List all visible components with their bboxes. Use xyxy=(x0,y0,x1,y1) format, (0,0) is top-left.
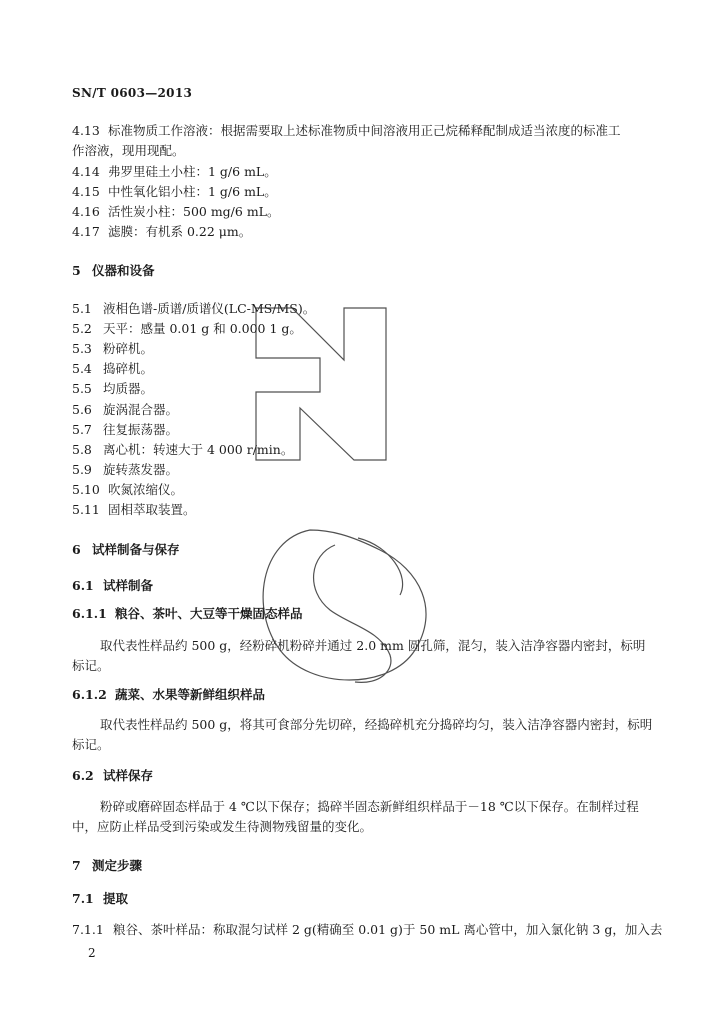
item-text: 粮谷、茶叶样品：称取混匀试样 2 g(精确至 0.01 g)于 50 mL 离心管中，加入氯化钠 3 g，加入去 xyxy=(113,922,663,937)
section-number: 6 xyxy=(72,542,81,557)
paragraph-line: 标记。 xyxy=(72,658,110,673)
paragraph-line: 取代表性样品约 500 g，经粉碎机粉碎并通过 2.0 mm 圆孔筛，混匀，装入洁净容器内密封，标明 xyxy=(100,638,646,653)
subsection-heading: 蔬菜、水果等新鲜组织样品 xyxy=(115,687,266,702)
item-number: 7.1.1 xyxy=(72,922,104,937)
item-text: 离心机：转速大于 4 000 r/min。 xyxy=(103,442,294,457)
item-number: 5.9 xyxy=(72,462,92,477)
item-text: 活性炭小柱：500 mg/6 mL。 xyxy=(108,204,280,219)
item-text: 粉碎机。 xyxy=(103,341,154,356)
section-number: 7 xyxy=(72,858,81,873)
subsection-heading: 粮谷、茶叶、大豆等干燥固态样品 xyxy=(115,606,303,621)
item-number: 5.3 xyxy=(72,341,92,356)
item-text: 旋涡混合器。 xyxy=(103,402,179,417)
subsection-number: 6.2 xyxy=(72,768,94,783)
page-number: 2 xyxy=(88,946,96,960)
item-number: 5.4 xyxy=(72,361,92,376)
item-text: 液相色谱-质谱/质谱仪(LC-MS/MS)。 xyxy=(103,301,316,316)
item-number: 5.5 xyxy=(72,381,92,396)
section-number: 5 xyxy=(72,263,81,278)
item-number: 5.7 xyxy=(72,422,92,437)
subsection-number: 6.1 xyxy=(72,578,94,593)
subsection-number: 6.1.2 xyxy=(72,687,107,702)
paragraph-line: 标记。 xyxy=(72,737,110,752)
subsection-heading: 提取 xyxy=(103,891,129,906)
item-number: 4.17 xyxy=(72,224,100,239)
item-number: 5.1 xyxy=(72,301,92,316)
section-heading: 仪器和设备 xyxy=(92,263,155,278)
item-number: 4.14 xyxy=(72,164,100,179)
subsection-heading: 试样保存 xyxy=(103,768,154,783)
item-number: 5.6 xyxy=(72,402,92,417)
subsection-heading: 试样制备 xyxy=(103,578,154,593)
paragraph-line: 中，应防止样品受到污染或发生待测物残留量的变化。 xyxy=(72,819,373,834)
item-text: 吹氮浓缩仪。 xyxy=(108,482,184,497)
item-text: 中性氧化铝小柱：1 g/6 mL。 xyxy=(108,184,277,199)
item-text: 固相萃取装置。 xyxy=(108,502,196,517)
item-number: 5.10 xyxy=(72,482,100,497)
item-number: 4.13 xyxy=(72,123,100,138)
subsection-number: 7.1 xyxy=(72,891,94,906)
item-text: 标准物质工作溶液：根据需要取上述标准物质中间溶液用正己烷稀释配制成适当浓度的标准工 xyxy=(108,123,621,138)
item-number: 5.11 xyxy=(72,502,100,517)
item-text: 滤膜：有机系 0.22 μm。 xyxy=(108,224,252,239)
item-text-continued: 作溶液，现用现配。 xyxy=(72,143,185,158)
item-number: 4.16 xyxy=(72,204,100,219)
item-text: 捣碎机。 xyxy=(103,361,154,376)
item-text: 天平：感量 0.01 g 和 0.000 1 g。 xyxy=(103,321,302,336)
item-text: 旋转蒸发器。 xyxy=(103,462,179,477)
section-heading: 测定步骤 xyxy=(92,858,143,873)
subsection-number: 6.1.1 xyxy=(72,606,107,621)
item-text: 往复振荡器。 xyxy=(103,422,179,437)
section-heading: 试样制备与保存 xyxy=(92,542,180,557)
item-number: 4.15 xyxy=(72,184,100,199)
item-number: 5.8 xyxy=(72,442,92,457)
item-number: 5.2 xyxy=(72,321,92,336)
standard-header: SN/T 0603—2013 xyxy=(72,86,193,100)
item-text: 均质器。 xyxy=(103,381,154,396)
paragraph-line: 取代表性样品约 500 g，将其可食部分先切碎，经捣碎机充分捣碎均匀，装入洁净容器内密封，标明 xyxy=(100,717,653,732)
item-text: 弗罗里硅土小柱：1 g/6 mL。 xyxy=(108,164,277,179)
paragraph-line: 粉碎或磨碎固态样品于 4 ℃以下保存；捣碎半固态新鲜组织样品于－18 ℃以下保存。在制样过程 xyxy=(100,799,639,814)
